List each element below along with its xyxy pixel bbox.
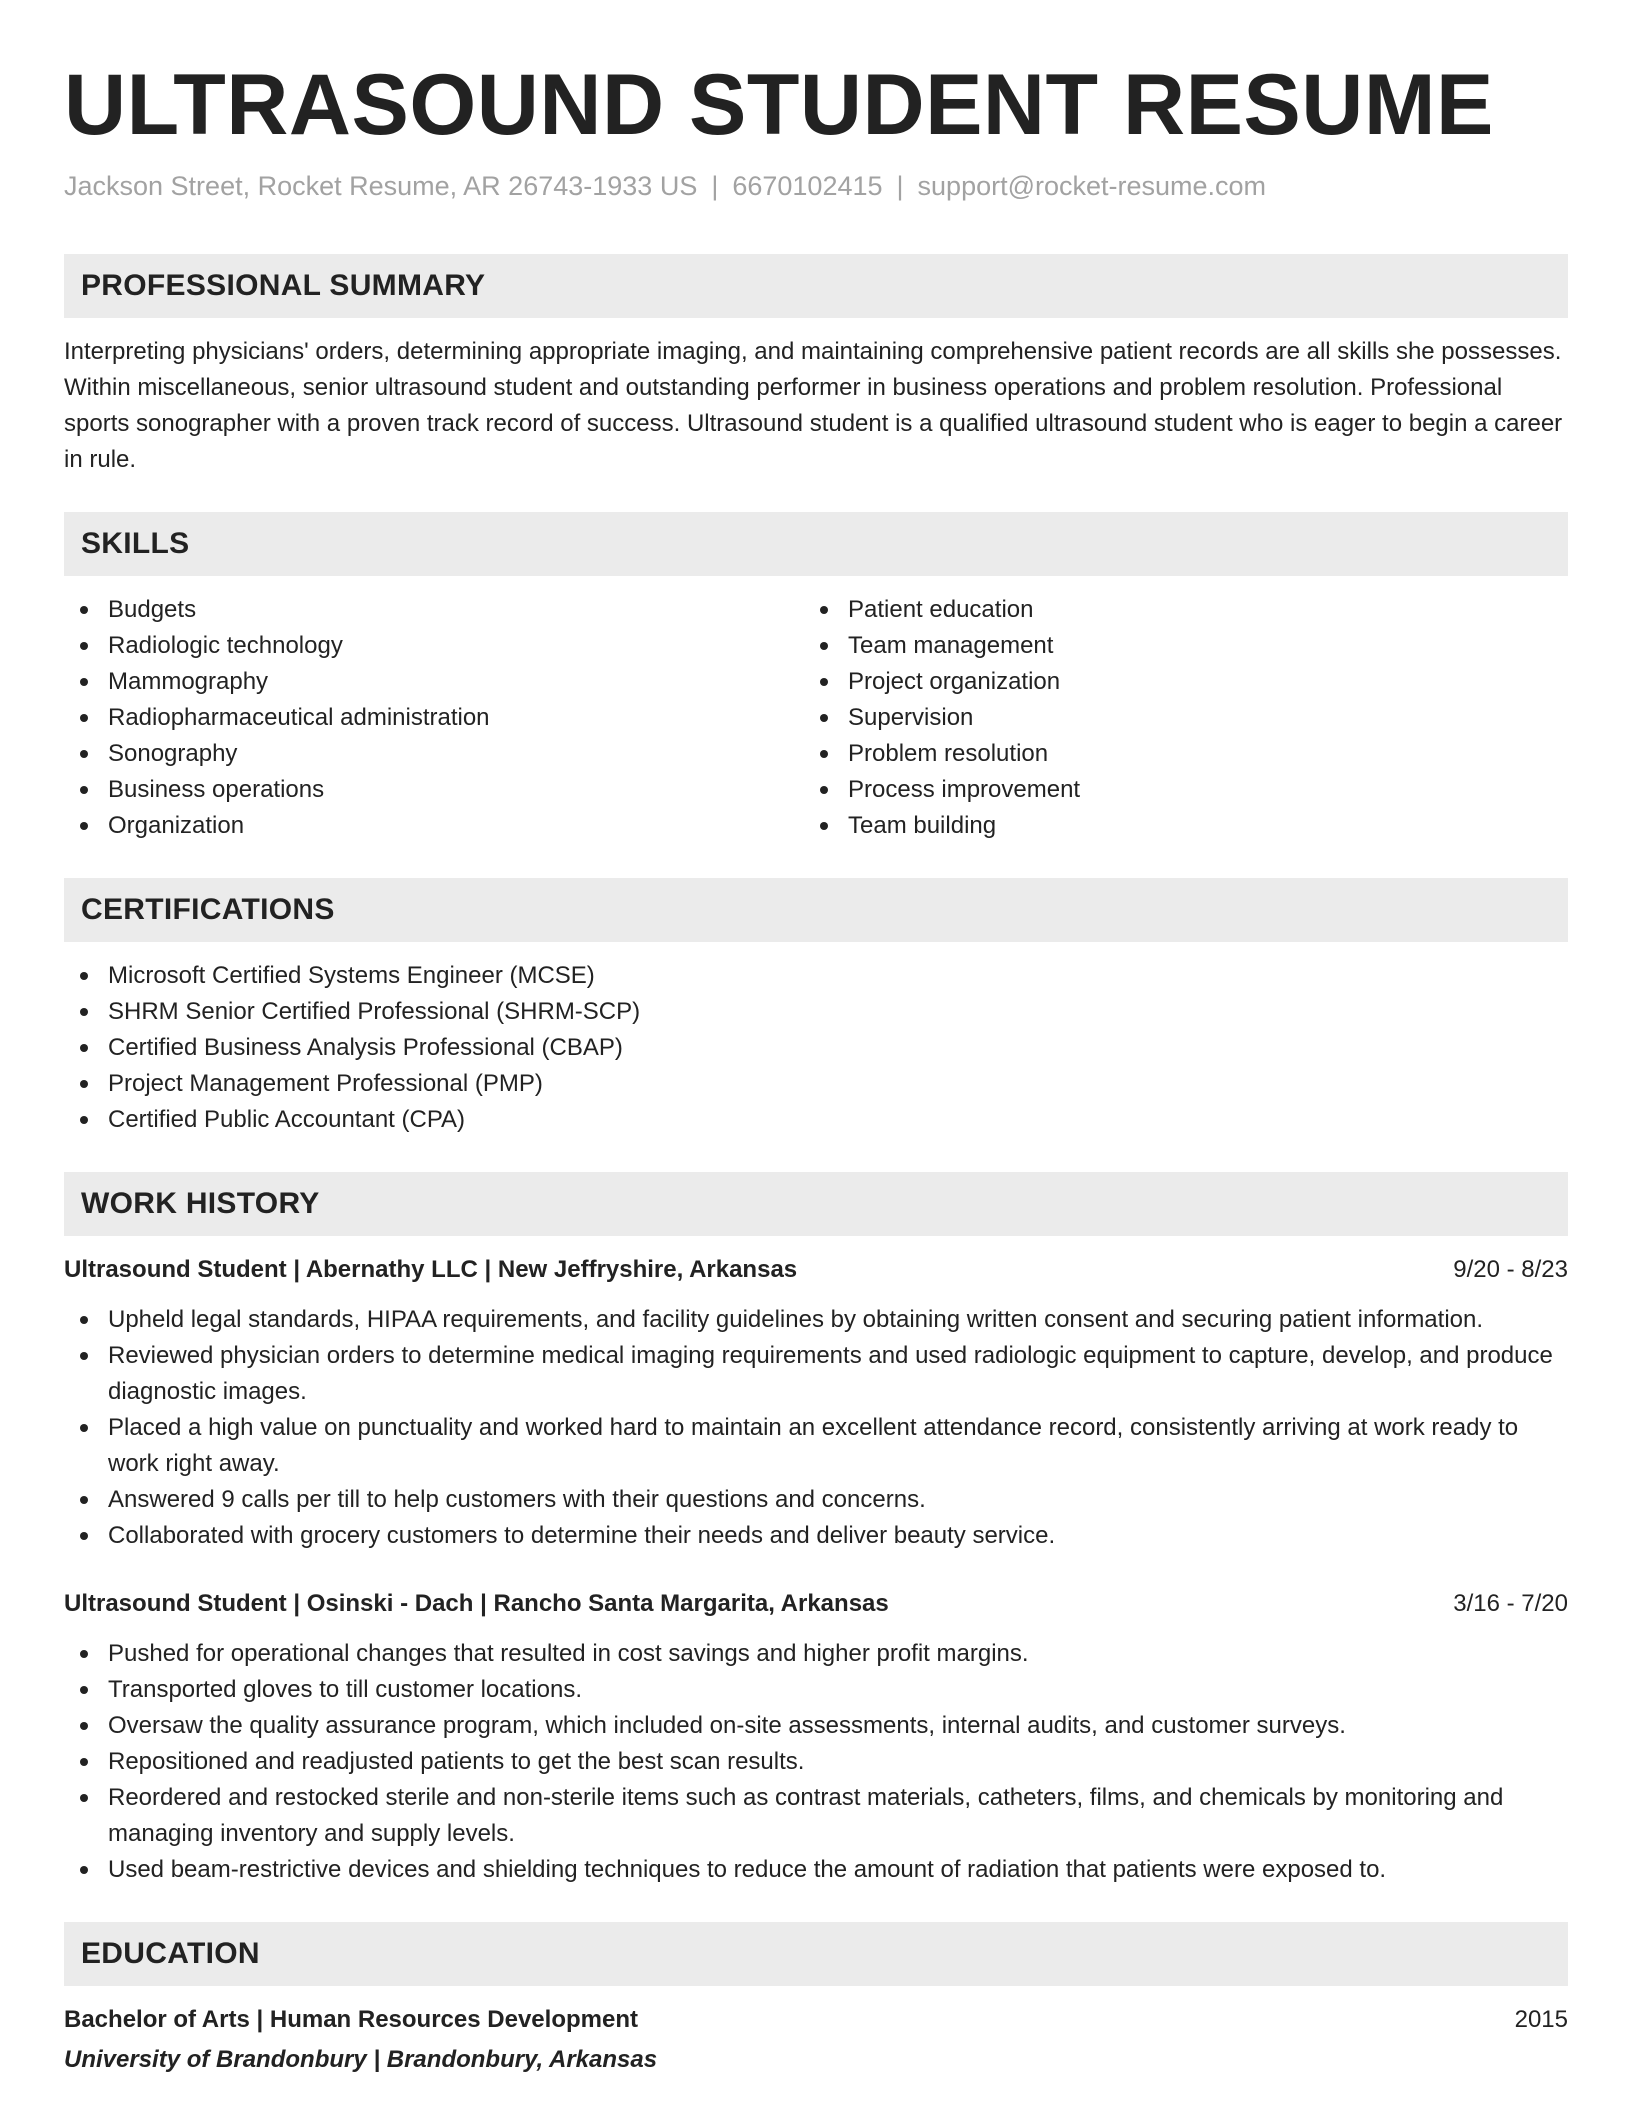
contact-separator: | [711,171,719,201]
job-bullet [64,1482,1568,1518]
job-bullet-text: Oversaw the quality assurance program, which included on-site assessments, internal audits, and customer surveys. [108,1712,1346,1739]
skill-item-text: Budgets [108,596,197,623]
bullet-icon [80,1866,88,1874]
contact-address: Jackson Street, Rocket Resume, AR 26743-1933 US [64,171,698,201]
job-bullet [64,1302,1568,1338]
certifications-section-title: CERTIFICATIONS [81,893,335,926]
skill-item [64,772,804,808]
education-degree: Bachelor of Arts | Human Resources Development [64,2006,638,2033]
skill-item-text: Radiopharmaceutical administration [108,704,490,731]
bullet-icon [80,606,88,614]
job-bullet-text: Answered 9 calls per till to help customers with their questions and concerns. [108,1486,926,1513]
bullet-icon [80,972,88,980]
bullet-icon [820,606,828,614]
contact-line [64,168,1568,204]
work-history [64,1252,1568,1888]
skills-list-left [64,592,804,844]
bullet-icon [80,750,88,758]
bullet-icon [820,678,828,686]
skill-item-text: Sonography [108,740,238,767]
bullet-icon [80,678,88,686]
skill-item-text: Problem resolution [848,740,1049,767]
job-bullet [64,1636,1568,1672]
bullet-icon [80,1496,88,1504]
certification-item-text: Certified Public Accountant (CPA) [108,1106,466,1133]
bullet-icon [80,1758,88,1766]
skill-item-text: Patient education [848,596,1034,623]
contact-email: support@rocket-resume.com [917,171,1267,201]
bullet-icon [80,714,88,722]
work-section-title: WORK HISTORY [81,1187,320,1220]
skill-item [64,808,804,844]
bullet-icon [80,1116,88,1124]
certifications-section-header [64,878,1568,942]
job-bullet-text: Reordered and restocked sterile and non-sterile items such as contrast materials, catheters, films, and chemicals by monitoring and managing inventory and supply levels. [108,1784,1504,1847]
skill-item [64,664,804,700]
bullet-icon [80,1424,88,1432]
certification-item [64,1066,1568,1102]
job-bullets [64,1302,1568,1554]
bullet-icon [80,786,88,794]
certification-item [64,958,1568,994]
skill-item [64,592,804,628]
skill-item-text: Project organization [848,668,1061,695]
bullet-icon [80,1080,88,1088]
bullet-icon [80,822,88,830]
job-bullet-text: Collaborated with grocery customers to determine their needs and deliver beauty service. [108,1522,1056,1549]
skills-column-left [64,592,804,844]
education-school: University of Brandonbury | Brandonbury, Arkansas [64,2046,658,2073]
job-bullet-text: Repositioned and readjusted patients to get the best scan results. [108,1748,805,1775]
skills-section-header [64,512,1568,576]
job-header [64,1252,1568,1288]
job-entry [64,1252,1568,1554]
skill-item-text: Radiologic technology [108,632,343,659]
contact-phone: 6670102415 [732,171,883,201]
bullet-icon [820,714,828,722]
certification-item-text: SHRM Senior Certified Professional (SHRM-SCP) [108,998,641,1025]
bullet-icon [80,1794,88,1802]
job-bullet [64,1338,1568,1410]
summary-section-header [64,254,1568,318]
education-header [64,2002,1568,2038]
education-entry [64,2002,1568,2078]
certification-item [64,994,1568,1030]
skills-list-right [804,592,1544,844]
job-bullet-text: Used beam-restrictive devices and shielding techniques to reduce the amount of radiation that patients were exposed to. [108,1856,1387,1883]
skill-item [804,736,1544,772]
certification-item-text: Project Management Professional (PMP) [108,1070,543,1097]
job-bullet [64,1410,1568,1482]
job-title: Ultrasound Student | Osinski - Dach | Rancho Santa Margarita, Arkansas [64,1590,889,1617]
skill-item [804,664,1544,700]
bullet-icon [80,1008,88,1016]
skill-item-text: Mammography [108,668,269,695]
certification-item [64,1030,1568,1066]
bullet-icon [820,642,828,650]
job-bullet [64,1852,1568,1888]
skill-item-text: Organization [108,812,245,839]
job-bullet [64,1708,1568,1744]
bullet-icon [80,1316,88,1324]
certification-item-text: Certified Business Analysis Professional (CBAP) [108,1034,623,1061]
summary-text: Interpreting physicians' orders, determining appropriate imaging, and maintaining comprehensive patient records are all skills she possesses. Within miscellaneous, senior ultrasound student and outstanding performer in business operations and problem resolution. Professional sports sonographer with a proven track record of success. Ultrasound student is a qualified ultrasound student who is eager to begin a career in rule. [64,338,1563,473]
job-dates: 9/20 - 8/23 [1453,1256,1568,1283]
education-section-header [64,1922,1568,1986]
certification-item-text: Microsoft Certified Systems Engineer (MCSE) [108,962,595,989]
job-bullet-text: Upheld legal standards, HIPAA requirements, and facility guidelines by obtaining written consent and securing patient information. [108,1306,1484,1333]
certifications-list-wrapper [64,958,1568,1138]
bullet-icon [80,1650,88,1658]
skill-item [804,628,1544,664]
skill-item [804,772,1544,808]
job-bullets [64,1636,1568,1888]
bullet-icon [80,642,88,650]
job-header [64,1586,1568,1622]
resume-title: ULTRASOUND STUDENT RESUME [64,57,1494,153]
job-bullet-text: Reviewed physician orders to determine medical imaging requirements and used radiologic equipment to capture, develop, and produce diagnostic images. [108,1342,1553,1405]
bullet-icon [820,786,828,794]
education-year: 2015 [1514,2006,1568,2033]
skill-item-text: Business operations [108,776,325,803]
skills-grid [64,592,1568,844]
job-bullet [64,1744,1568,1780]
certification-item [64,1102,1568,1138]
bullet-icon [820,750,828,758]
skill-item [64,700,804,736]
job-dates: 3/16 - 7/20 [1453,1590,1568,1617]
skill-item [64,736,804,772]
education-section-title: EDUCATION [81,1937,260,1970]
skill-item-text: Supervision [848,704,974,731]
job-bullet-text: Pushed for operational changes that resulted in cost savings and higher profit margins. [108,1640,1029,1667]
job-title: Ultrasound Student | Abernathy LLC | New Jeffryshire, Arkansas [64,1256,798,1283]
skill-item [804,808,1544,844]
skill-item-text: Process improvement [848,776,1081,803]
contact-separator: | [896,171,904,201]
bullet-icon [80,1686,88,1694]
job-entry [64,1586,1568,1888]
job-bullet [64,1780,1568,1852]
bullet-icon [80,1352,88,1360]
bullet-icon [80,1044,88,1052]
skill-item-text: Team building [848,812,997,839]
work-section-header [64,1172,1568,1236]
bullet-icon [80,1532,88,1540]
bullet-icon [80,1722,88,1730]
bullet-icon [820,822,828,830]
summary-section-title: PROFESSIONAL SUMMARY [81,269,486,302]
skill-item-text: Team management [848,632,1054,659]
skill-item [64,628,804,664]
certifications-list [64,958,1568,1138]
job-bullet [64,1518,1568,1554]
job-bullet-text: Transported gloves to till customer locations. [108,1676,582,1703]
skill-item [804,592,1544,628]
skills-column-right [804,592,1544,844]
job-bullet [64,1672,1568,1708]
skills-section-title: SKILLS [81,527,190,560]
job-bullet-text: Placed a high value on punctuality and worked hard to maintain an excellent attendance record, consistently arriving at work ready to work right away. [108,1414,1519,1477]
skill-item [804,700,1544,736]
